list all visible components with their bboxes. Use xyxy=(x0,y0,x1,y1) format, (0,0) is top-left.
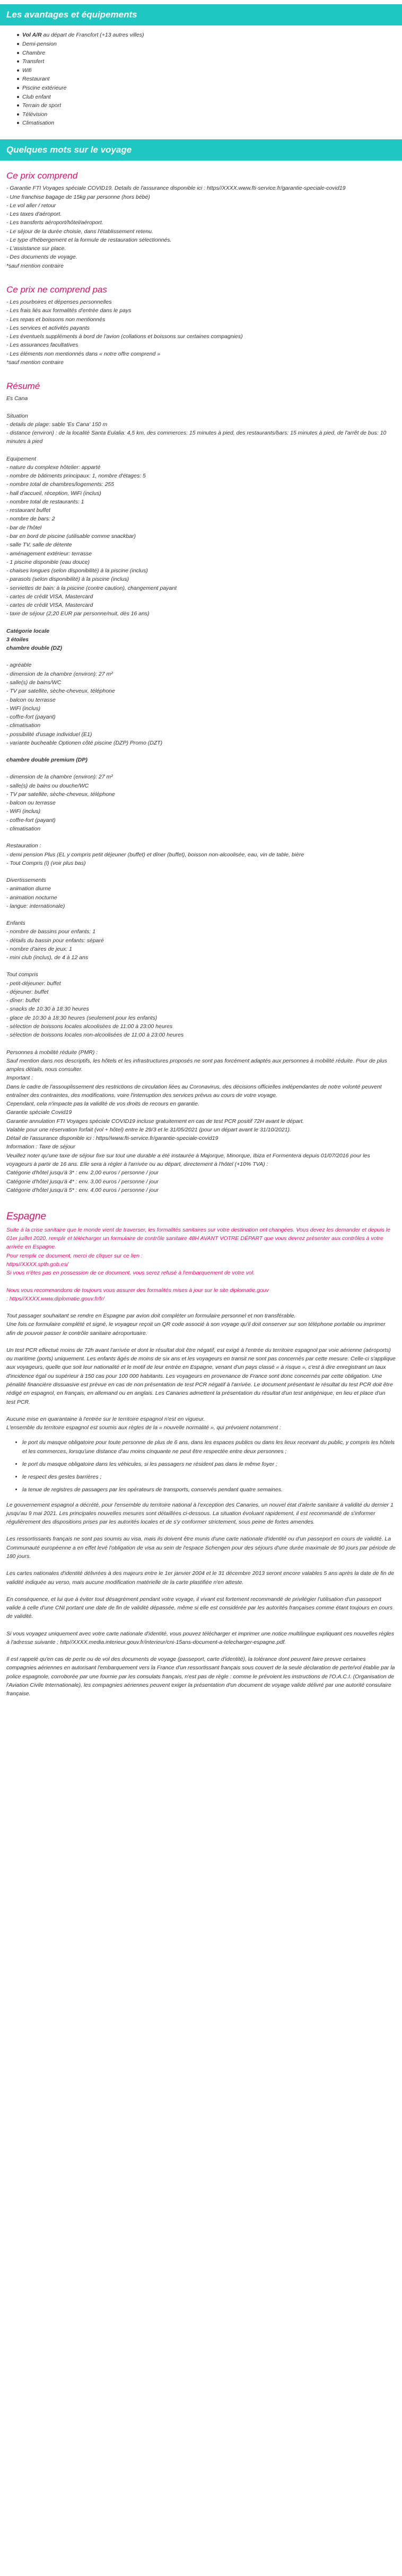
feature-item: Vol A/R au départ de Francfort (+13 autres villes) xyxy=(22,31,391,40)
feature-item: Chambre xyxy=(22,49,391,58)
spain-p8: Si vous voyagez uniquement avec votre carte nationale d'identité, vous pouvez télécharger et imprimer une notice multilingue expliquant ces nouvelles règles à l'adresse suivante : http//XXXX.media.interieur.gouv.fr/interieur/cni-15ans-document-a-telecharger-espagne.pdf. xyxy=(6,1630,395,1645)
list-item: • le port du masque obligatoire pour toute personne de plus de 6 ans, dans les espaces publics ou dans les lieux recevant du public, y compris les hôtels et les commerces, lorsqu'une distance d'au moins cinquante ne peut être respectée entre deux personnes ; xyxy=(22,1438,396,1456)
pmr-text: Personnes à mobilité réduite (PMR) : Sauf mention dans nos descriptifs, les hôtels et les infrastructures proposés ne sont pas forcément adaptés aux personnes à mobilité réduite. Pour de plus amples détails, nous consulter. Important : Dans le cadre de l'assouplissement des restrictions de circulation liées au Coronavirus, des décisions officielles indépendantes de notre volonté peuvent entraîner des contraintes, des modifications, voire l'interruption des services prévus au cours de votre voyage. Cependant, cela n'impacte pas la validité de vos droits de recours en garantie. Garantie spéciale Covid19 Garantie annulation FTI Voyages spéciale COVID19 incluse gratuitement en cas de test PCR positif 72H avant le départ. Valable pour une réservation forfait (vol + hôtel) entre le 29/3 et le 31/05/2021 (pour un départ avant le 31/10/2021). Détail de l'assurance disponible ici : https//www.fti-service.fr/garantie-speciale-covid19 Information : Taxe de séjour Veuillez noter qu'une taxe de séjour fixe sur tout une durable a été instaurée à Majorque, Minorque, Ibiza et Formentera depuis 01/07/2016 pour les voyageurs à partir de 16 ans. Elle sera à régler à l'arrivée ou au départ, directement à l'hôtel (+10% TVA) : Catégorie d'hôtel jusqu'à 3* : env. 2,00 euros / personne / jour Catégorie d'hôtel jusqu'à 4* : env. 3,00 euros / personne / jour Catégorie d'hôtel jusqu'à 5* : env. 4,00 euros / personne / jour xyxy=(6,1049,387,1193)
children-text: Enfants - nombre de bassins pour enfants: 1 - détails du bassin pour enfants: séparé - nombre d'aires de jeux: 1 - mini club (inclus), de 4 à 12 ans xyxy=(6,920,104,961)
spain-p5: Les ressortissants français ne sont pas soumis au visa, mais ils doivent être munis d'une carte nationale d'identité ou d'un passeport en cours de validité. La Communauté européenne a en effet levé l'obligation de visa au sein de l'espace Schengen pour des séjours d'une durée maximale de 90 jours par période de 180 jours. xyxy=(6,1536,396,1560)
included-title: Ce prix comprend xyxy=(6,171,78,181)
features-title: Les avantages et équipements xyxy=(0,4,402,25)
list-item: • la tenue de registres de passagers par les opérateurs de transports, conservés pendant quatre semaines. xyxy=(22,1485,396,1494)
spain-alert: Suite à la crise sanitaire que le monde vient de traverser, les formalités sanitaires sur votre destination ont changées. Vous devez les demander et depuis le 01er juillet 2020, remplir et télécharger un formulaire de contrôle sanitaire 48H AVANT VOTRE DÉPART que vous devrez présenter aux contrôles à votre arrivée en Espagne. Pour remplir ce document, merci de cliquer sur ce lien : https//XXXX.spth.gob.es/ Si vous n'êtes pas en possession de ce document, vous serez refusé à l'embarquement de votre vol. Nous vous recommandons de toujours vous assurer des formalités mises à jour sur le site diplomatie.gouv : https//XXXX.www.diplomatie.gouv.fr/fr/ xyxy=(6,1226,390,1302)
feature-item: Club enfant xyxy=(22,93,391,102)
room-premium-text: - dimension de la chambre (environ): 27 m² - salle(s) de bains ou douche/WC - TV par satellite, sèche-cheveux, téléphone - balcon ou terrasse - WiFi (inclus) - coffre-fort (payant) - climatisation xyxy=(6,774,115,832)
feature-item: Télévision xyxy=(22,110,391,119)
feature-item: Restaurant xyxy=(22,75,391,84)
features-list xyxy=(0,31,402,128)
spain-p1: Tout passager souhaitant se rendre en Espagne par avion doit compléter un formulaire personnel et non transférable. Une fois ce formulaire complété et signé, le voyageur reçoit un QR code associé à son voyage qu'il doit conserver sur son téléphone portable ou imprimer afin de pouvoir passer le contrôle sanitaire aéroportuaire. xyxy=(6,1313,386,1336)
all-inclusive-text: Tout compris - petit-déjeuner: buffet - déjeuner: buffet - dîner: buffet - snacks de 10:30 à 18:30 heures - glace de 10:30 à 18:30 heures (seulement pour les enfants) - sélection de boissons locales alcoolisées de 11:00 à 23:00 heures - sélection de boissons locales non-alcoolisées de 11:00 à 23:00 heures xyxy=(6,971,184,1039)
feature-item: Demi-pension xyxy=(22,40,391,49)
summary-subtitle: Es Cana xyxy=(6,395,28,402)
summary-title: Résumé xyxy=(6,381,40,392)
feature-item: Piscine extérieure xyxy=(22,84,391,93)
spain-rules-list xyxy=(6,1438,396,1494)
equipment-text: Equipement - nature du complexe hôtelier: apparté - nombre de bâtiments principaux: 1, nombre d'étages: 5 - nombre total de chambres/logements: 255 - hall d'accueil, réception, WiFi (inclus) - nombre total de restaurants: 1 - restaurant buffet - nombre de bars: 2 - bar de l'hôtel - bar en bord de piscine (utilisable comme snackbar) - salle TV, salle de détente - aménagement extérieur: terrasse - 1 piscine disponible (eau douce) - chaises longues (selon disponibilité) à la piscine (inclus) - parasols (selon disponibilité) à la piscine (inclus) - serviettes de bain: à la piscine (contre caution), changement payant - cartes de crédit VISA, Mastercard - cartes de crédit VISA, Mastercard - taxe de séjour (2,20 EUR par personne/nuit, dès 16 ans) xyxy=(6,455,177,617)
category-text: Catégorie locale 3 étoiles xyxy=(6,627,50,643)
feature-item: Terrain de sport xyxy=(22,101,391,110)
excluded-title: Ce prix ne comprend pas xyxy=(6,284,107,295)
spain-p7: En conséquence, et lui que à éviter tout désagrément pendant votre voyage, il vivant est fortement recommandé de privilégier l'utilisation d'un passeport valide à celle d'une CNI portant une date de fin de validité dépassée, même si elle est considérée par les autorités françaises comme étant toujours en cours de validité. xyxy=(6,1596,393,1620)
room-premium-title: chambre double premium (DP) xyxy=(6,757,88,764)
spain-p4: Le gouvernement espagnol a décrété, pour l'ensemble du territoire national à l'exception des Canaries, un nouvel état d'alerte sanitaire à validité du dernier 1 jusqu'au 9 mai 2021. Les principales nouvelles mesures sont détaillées ci-dessous. La situation évoluant rapidement, il est recommandé de s'informer régulièrement des dispositions prises par les autorités locales et de s'y conformer strictement, sous peine de fortes amendes. xyxy=(6,1501,394,1526)
spain-title: Espagne xyxy=(6,1211,47,1223)
list-item: • le respect des gestes barrières ; xyxy=(22,1473,396,1481)
included-text: - Garantie FTI Voyages spéciale COVID19. Details de l'assurance disponible ici : https//XXXX.www.fti-service.fr/garantie-speciale-covid19 - Une franchise bagage de 15kg par personne (hors bébé) - Le vol aller / retour - Les taxes d'aéroport. - Les transferts aéroport/hôtel/aéroport. - Le séjour de la durée choisie, dans l'établissement retenu. - Le type d'hébergement et la formule de restauration sélectionnés. - L'assistance sur place. - Des documents de voyage. *sauf mention contraire xyxy=(6,185,346,269)
list-item: • le port du masque obligatoire dans les véhicules, si les passagers ne résident pas dans le même foyer ; xyxy=(22,1460,396,1468)
spain-p6: Les cartes nationales d'identité délivrées à des majeurs entre le 1er janvier 2004 et le 31 décembre 2013 seront encore valables 5 ans après la date de fin de validité indiquée au verso, mais aucune modification matérielle de la carte plastifiée n'en atteste. xyxy=(6,1570,395,1586)
excluded-text: - Les pourboires et dépenses personnelles - Les frais liés aux formalités d'entrée dans le pays - Les repas et boissons non mentionnés - Les services et activités payants - Les éventuels suppléments à bord de l'avion (collations et boissons sur certaines compagnies) - Les assurances facultatives - Les éléments non mentionnés dans « notre offre comprend » *sauf mention contraire xyxy=(6,299,243,366)
spain-p9: Il est rappelé qu'en cas de perte ou de vol des documents de voyage (passeport, carte d'identité), la tolérance dont peuvent faire preuve certaines compagnies aériennes en autorisant l'embarquement vers la France d'un ressortissant français sous couvert de la seule déclaration de perte/vol établie par la police espagnole, corroborée par une fournie par les consulats français, n'est pas de règle : comme le prévoient les instructions de l'O.A.C.I. (Organisation de l'Aviation Civile Internationale), les compagnies aériennes peuvent exiger la présentation d'un document de voyage valide délivré par une autorité consulaire française. xyxy=(6,1656,395,1697)
spain-p2: Un test PCR effectué moins de 72h avant l'arrivée et dont le résultat doit être négatif, est exigé à l'entrée du territoire espagnol par voie aérienne (aéroports) ou maritime (ports) uniquement. Les enfants âgés de moins de six ans et les voyageurs en transit ne sont pas concernés par cette mesure. Celle-ci s'applique aux voyageurs, quelle que soit leur nationalité et le motif de leur entrée en Espagne, venant d'un pays classé « à risque », c'est à dire enregistrant un taux d'incidence égal ou supérieur à 150 cas pour 100 000 habitants. Les voyageurs en provenance de France sont donc concernés par cette obligation. Une pénalité financière dissuasive est prévue en cas de non présentation de test PCR négatif à l'arrivée. Le document présentant le résultat du test PCR doit être rédigé en espagnol, en français, en allemand ou en anglais. Les Canaries admettent la présentation du résultat d'un test antigénique, en lieu et place d'un test PCR. xyxy=(6,1347,396,1405)
spain-p3: Aucune mise en quarantaine à l'entrée sur le territoire espagnol n'est en vigueur. L'ensemble du territoire espagnol est soumis aux règles de la « nouvelle normalité », qui prévoient notamment : xyxy=(6,1415,281,1431)
feature-item: Transfert xyxy=(22,57,391,66)
feature-item: Climatisation xyxy=(22,119,391,128)
trip-title: Quelques mots sur le voyage xyxy=(0,139,402,161)
trip-content xyxy=(0,161,402,1706)
room-dz-text: - agréable - dimension de la chambre (environ): 27 m² - salle(s) de bains/WC - TV par satellite, sèche-cheveux, téléphone - balcon ou terrasse - WiFi (inclus) - coffre-fort (payant) - climatisation - possibilité d'usage individuel (E1) - variante bucheable Optionen côté piscine (DZP) Promo (DZT) xyxy=(6,662,163,746)
room-dz-title: chambre double (DZ) xyxy=(6,645,63,652)
feature-item: Wifi xyxy=(22,66,391,75)
entertainment-text: Divertissements - animation diurne - animation nocturne - langue: internationale) xyxy=(6,877,65,909)
restaurant-text: Restauration : - demi pension Plus (EL y compris petit déjeuner (buffet) et dîner (buffet), boisson non-alcoolisée, eau, vin de table, bière - Tout Compris (l) (voir plus bas) xyxy=(6,843,304,866)
situation-text: Situation - details de plage: sable 'Es Cana' 150 m - distance (environ) : de la localité Santa Eulalia: 4,5 km, des commerces: 15 minutes à pied, des restaurants/bars: 15 minutes à pied, de l'arrêt de bus: 10 minutes à pied xyxy=(6,412,387,445)
